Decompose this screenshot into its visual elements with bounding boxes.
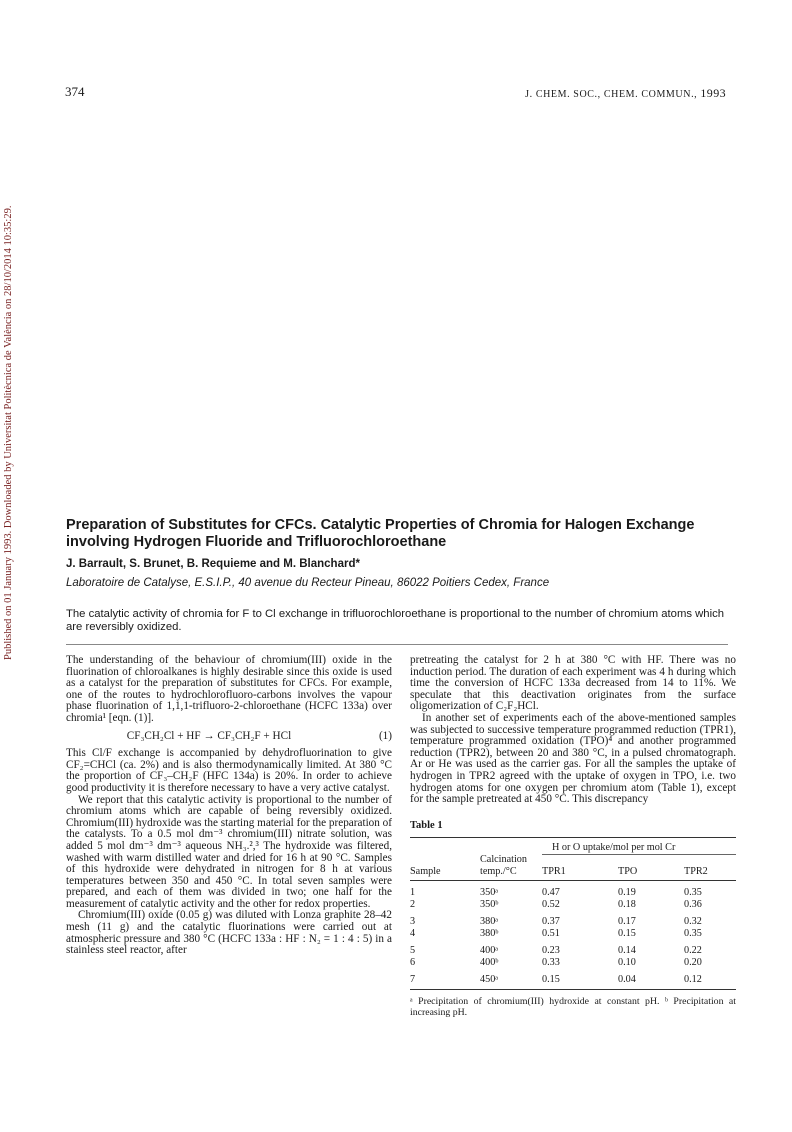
download-notice-text: Published on 01 January 1993. Downloaded by Universitat Politècnica de València on 28/10/2014 10:35:29. <box>3 205 14 660</box>
cell-temp: 400ᵇ <box>480 956 499 968</box>
cell-tpo: 0.10 <box>618 956 636 968</box>
cell-tpr1: 0.15 <box>542 974 560 986</box>
cell-tpr1: 0.23 <box>542 945 560 957</box>
cell-tpr2: 0.20 <box>684 956 702 968</box>
cell-temp: 400ᵃ <box>480 945 499 957</box>
equation-text: CF₃CH₂Cl + HF → CF₃CH₂F + HCl <box>126 729 292 742</box>
table-header-calcination-1: Calcination <box>480 854 527 866</box>
cell-tpo: 0.15 <box>618 927 636 939</box>
equation-1 <box>66 731 392 743</box>
journal-year: 1993 <box>700 86 726 100</box>
table-header-tpo: TPO <box>618 865 638 877</box>
table-row <box>410 887 736 899</box>
cell-temp: 450ᵃ <box>480 974 499 986</box>
cell-tpr1: 0.37 <box>542 916 560 928</box>
cell-tpr1: 0.47 <box>542 887 560 899</box>
table-body <box>410 887 736 986</box>
body-paragraph: pretreating the catalyst for 2 h at 380 °C with HF. There was no induction period. The duration of each experiment was 4 h during which time the conversion of HCFC 133a decreased from 14 to 11%. We speculate that this deactivation originates from the surface oligomerization of C₂F₂HCl. <box>410 654 736 713</box>
cell-tpr1: 0.33 <box>542 956 560 968</box>
cell-tpo: 0.19 <box>618 887 636 899</box>
table-row <box>410 928 736 940</box>
table-header-row <box>410 866 736 878</box>
table-header-calcination-2: temp./°C <box>480 865 517 877</box>
cell-sample: 1 <box>410 887 416 899</box>
cell-tpr2: 0.32 <box>684 916 702 928</box>
cell-tpr1: 0.51 <box>542 927 560 939</box>
cell-temp: 380ᵇ <box>480 927 499 939</box>
authors: J. Barrault, S. Brunet, B. Requieme and M. Blanchard* <box>66 558 360 570</box>
right-column <box>410 655 736 1019</box>
table-row <box>410 957 736 969</box>
cell-sample: 5 <box>410 945 416 957</box>
cell-tpr2: 0.35 <box>684 927 702 939</box>
cell-tpr2: 0.36 <box>684 898 702 910</box>
journal-name: J. CHEM. SOC., CHEM. COMMUN., <box>525 89 698 100</box>
cell-sample: 4 <box>410 927 416 939</box>
left-column <box>66 655 392 957</box>
body-paragraph: Chromium(III) oxide (0.05 g) was diluted with Lonza graphite 28–42 mesh (11 g) and the catalytic fluorinations were carried out at atmospheric pressure and 380 °C (HCFC 133a : HF : N₂ = 1 : 4 : 5) in a stainless steel reactor, after <box>66 909 392 957</box>
table-header-sample: Sample <box>410 865 441 877</box>
article-title: Preparation of Substitutes for CFCs. Catalytic Properties of Chromia for Halogen Exchange involving Hydrogen Fluoride and Trifluorochloroethane <box>66 517 695 550</box>
table-footnote: ᵃ Precipitation of chromium(III) hydroxide at constant pH. ᵇ Precipitation at increasing pH. <box>410 995 736 1019</box>
running-head <box>525 86 726 101</box>
body-paragraph: We report that this catalytic activity is proportional to the number of chromium atoms which are capable of being reversibly oxidized. Chromium(III) hydroxide was the starting material for the preparation of the catalysts. To a 0.5 mol dm⁻³ chromium(III) nitrate solution, was added 5 mol dm⁻³ dm⁻³ aqueous NH₃.²,³ The hydroxide was filtered, washed with warm distilled water and dried for 16 h at 90 °C. Samples of this hydroxide were dehydrated in nitrogen for 8 h at various temperatures between 350 and 450 °C. In total seven samples were prepared, and each of them was divided in two; one half for the measurement of catalytic activity and the other for redox properties. <box>66 793 392 910</box>
cell-sample: 2 <box>410 898 416 910</box>
table-row <box>410 916 736 928</box>
table-header-tpr1: TPR1 <box>542 865 566 877</box>
table-row <box>410 899 736 911</box>
abstract-divider <box>66 644 728 645</box>
cell-sample: 3 <box>410 916 416 928</box>
cell-sample: 6 <box>410 956 416 968</box>
cell-tpo: 0.14 <box>618 945 636 957</box>
cell-tpr2: 0.35 <box>684 887 702 899</box>
cell-tpr2: 0.12 <box>684 974 702 986</box>
table-row <box>410 974 736 986</box>
cell-temp: 350ᵃ <box>480 887 499 899</box>
cell-tpo: 0.18 <box>618 898 636 910</box>
abstract: The catalytic activity of chromia for F to Cl exchange in trifluorochloroethane is proportional to the number of chromium atoms which are reversibly oxidized. <box>66 608 725 633</box>
body-paragraph: The understanding of the behaviour of chromium(III) oxide in the fluorination of chloroalkanes is highly desirable since this oxide is used as a catalyst for the preparation of substitutes for CFCs. For example, one of the routes to hydrochlorofluoro-carbons involves the vapour phase fluorination of 1,1,1-trifluoro-2-chloroethane (HCFC 133a) over chromia¹ [eqn. (1)]. <box>66 654 392 724</box>
body-paragraph: This Cl/F exchange is accompanied by dehydrofluorination to give CF₂=CHCl (ca. 2%) and is also thermodynamically limited. At 380 °C the proportion of CF₃–CH₂F (HFC 134a) is 20%. In order to achieve good productivity it is therefore necessary to have a very active catalyst. <box>66 747 392 794</box>
cell-temp: 380ᵃ <box>480 916 499 928</box>
table-group-header: H or O uptake/mol per mol Cr <box>542 842 736 854</box>
table-title: Table 1 <box>410 819 443 831</box>
cell-temp: 350ᵇ <box>480 898 499 910</box>
table-group-header-row <box>410 842 736 854</box>
cell-sample: 7 <box>410 974 416 986</box>
equation-number: (1) <box>378 729 392 742</box>
cell-tpo: 0.04 <box>618 974 636 986</box>
cell-tpr1: 0.52 <box>542 898 560 910</box>
table-row <box>410 945 736 957</box>
table-header-row <box>410 854 736 866</box>
data-table <box>410 837 736 990</box>
table-header-tpr2: TPR2 <box>684 865 708 877</box>
cell-tpr2: 0.22 <box>684 945 702 957</box>
page-number: 374 <box>65 84 85 99</box>
affiliation: Laboratoire de Catalyse, E.S.I.P., 40 avenue du Recteur Pineau, 86022 Poitiers Cedex, France <box>66 577 550 589</box>
cell-tpo: 0.17 <box>618 916 636 928</box>
download-notice <box>3 205 15 660</box>
body-paragraph: In another set of experiments each of the above-mentioned samples was subjected to successive temperature programmed reduction (TPR1), temperature programmed oxidation (TPO)⁴ and another programmed reduction (TPR2), between 20 and 380 °C, in a pulsed chromatograph. Ar or He was used as the carrier gas. For all the samples the uptake of hydrogen in TPR2 agreed with the uptake of oxygen in TPO, i.e. two hydrogen atoms for one oxygen per chromium atom (Table 1), except for the sample pretreated at 450 °C. This discrepancy <box>410 711 736 806</box>
